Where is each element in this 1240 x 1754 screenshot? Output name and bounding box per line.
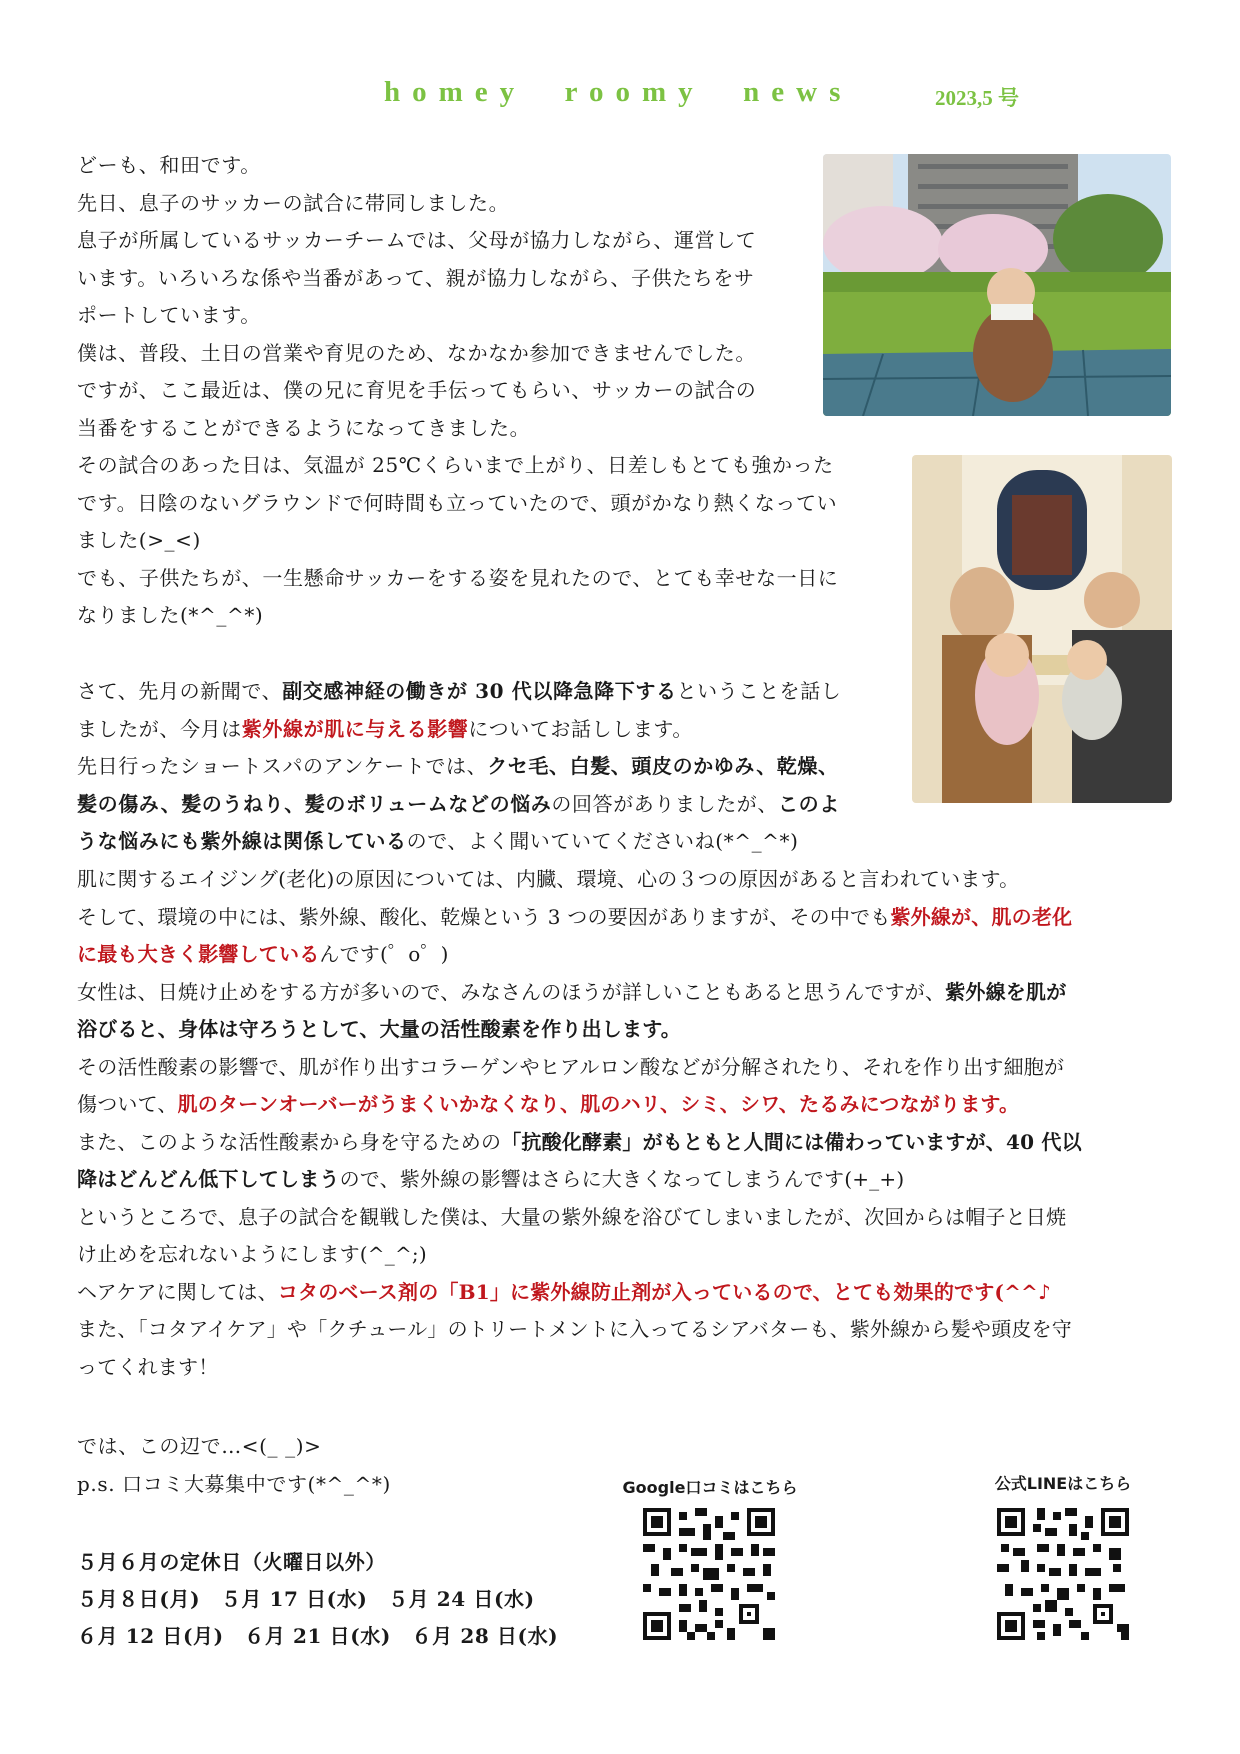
- text-line: そして、環境の中には、紫外線、酸化、乾燥という 3 つの要因がありますが、その中でも紫外線が、肌の老化: [77, 904, 1073, 929]
- text-line: 肌に関するエイジング(老化)の原因については、内臓、環境、心の３つの原因があると言われています。: [77, 867, 1020, 891]
- official-line-caption: 公式LINEはこちら: [994, 1474, 1132, 1493]
- text-line: その活性酸素の影響で、肌が作り出すコラーゲンやヒアルロン酸などが分解されたり、それを作り出す細胞が: [77, 1054, 1065, 1079]
- text-line: どーも、和田です。: [77, 153, 261, 177]
- closing-text: [77, 1427, 391, 1503]
- text-line: また、このような活性酸素から身を守るための「抗酸化酵素」がもともと人間には備わっていますが、40 代以: [77, 1129, 1082, 1154]
- issue-number: 2023,5 号: [935, 86, 1019, 110]
- text-line: なりました(*^_^*): [77, 603, 264, 627]
- google-review-caption: Google口コミはこちら: [622, 1478, 798, 1497]
- text-line: その試合のあった日は、気温が 25℃くらいまで上がり、日差しもとても強かった: [77, 453, 834, 477]
- newsletter-title: homey roomy news: [384, 76, 853, 108]
- text-line: ヘアケアに関しては、コタのベース剤の「B1」に紫外線防止剤が入っているので、とても効果的です(^^♪: [77, 1279, 1051, 1304]
- text-line: というところで、息子の試合を観戦した僕は、大量の紫外線を浴びてしまいましたが、次回からは帽子と日焼: [77, 1204, 1067, 1229]
- park-photo: [823, 154, 1171, 416]
- text-line: 傷ついて、肌のターンオーバーがうまくいかなくなり、肌のハリ、シミ、シワ、たるみにつながります。: [77, 1092, 1020, 1116]
- uv-intro-text: [77, 673, 841, 861]
- intro-text: [77, 147, 756, 447]
- text-line: でも、子供たちが、一生懸命サッカーをする姿を見れたので、とても幸せな一日に: [77, 565, 839, 590]
- text-line: 当番をすることができるようになってきました。: [77, 415, 531, 440]
- text-line: ましたが、今月は紫外線が肌に与える影響についてお話しします。: [77, 716, 694, 741]
- text-line: ました(>_<): [77, 528, 201, 552]
- text-line: うな悩みにも紫外線は関係しているので、よく聞いていてくださいね(*^_^*): [77, 829, 799, 853]
- text-line: 髪の傷み、髪のうねり、髪のボリュームなどの悩みの回答がありましたが、このよ: [77, 791, 840, 816]
- text-line: 先日行ったショートスパのアンケートでは、クセ毛、白髪、頭皮のかゆみ、乾燥、: [77, 754, 839, 778]
- holiday-row: ６月 12 日(月) ６月 21 日(水) ６月 28 日(水): [77, 1624, 559, 1648]
- text-line: ですが、ここ最近は、僕の兄に育児を手伝ってもらい、サッカーの試合の: [77, 378, 757, 402]
- holiday-title: ５月６月の定休日（火曜日以外）: [77, 1550, 386, 1574]
- text-line: さて、先月の新聞で、副交感神経の働きが 30 代以降急降下するということを話し: [77, 679, 842, 703]
- text-line: p.s. 口コミ大募集中です(*^_^*): [77, 1472, 391, 1496]
- text-line: います。いろいろな係や当番があって、親が協力しながら、子供たちをサ: [77, 265, 755, 290]
- text-line: 息子が所属しているサッカーチームでは、父母が協力しながら、運営して: [77, 228, 757, 252]
- official-line-qr-code[interactable]: [997, 1508, 1129, 1640]
- text-line: ってくれます！: [77, 1354, 219, 1379]
- text-line: 浴びると、身体は守ろうとして、大量の活性酸素を作り出します。: [77, 1017, 681, 1041]
- text-line: では、この辺で…<(_ _)>: [77, 1434, 322, 1458]
- text-line: ポートしています。: [77, 303, 261, 327]
- text-line: です。日陰のないグラウンドで何時間も立っていたので、頭がかなり熱くなってい: [77, 490, 838, 515]
- holiday-schedule: [77, 1544, 558, 1655]
- text-line: 僕は、普段、土日の営業や育児のため、なかなか参加できませんでした。: [77, 340, 756, 365]
- text-line: 女性は、日焼け止めをする方が多いので、みなさんのほうが詳しいこともあると思うんですが、紫外線を肌が: [77, 979, 1067, 1004]
- text-line: 先日、息子のサッカーの試合に帯同しました。: [77, 190, 510, 215]
- text-line: け止めを忘れないようにします(^_^;): [77, 1242, 427, 1266]
- family-photo: [912, 455, 1172, 803]
- match-text: [77, 447, 838, 635]
- body-text: [77, 861, 1082, 1386]
- text-line: 降はどんどん低下してしまうので、紫外線の影響はさらに大きくなってしまうんです(+_+): [77, 1167, 905, 1191]
- google-review-qr-code[interactable]: [643, 1508, 775, 1640]
- holiday-row: ５月８日(月) ５月 17 日(水) ５月 24 日(水): [77, 1587, 535, 1611]
- text-line: また、「コタアイケア」や「クチュール」のトリートメントに入ってるシアバターも、紫外線から髪や頭皮を守: [77, 1317, 1072, 1341]
- text-line: に最も大きく影響しているんです(゜o゜): [77, 942, 449, 966]
